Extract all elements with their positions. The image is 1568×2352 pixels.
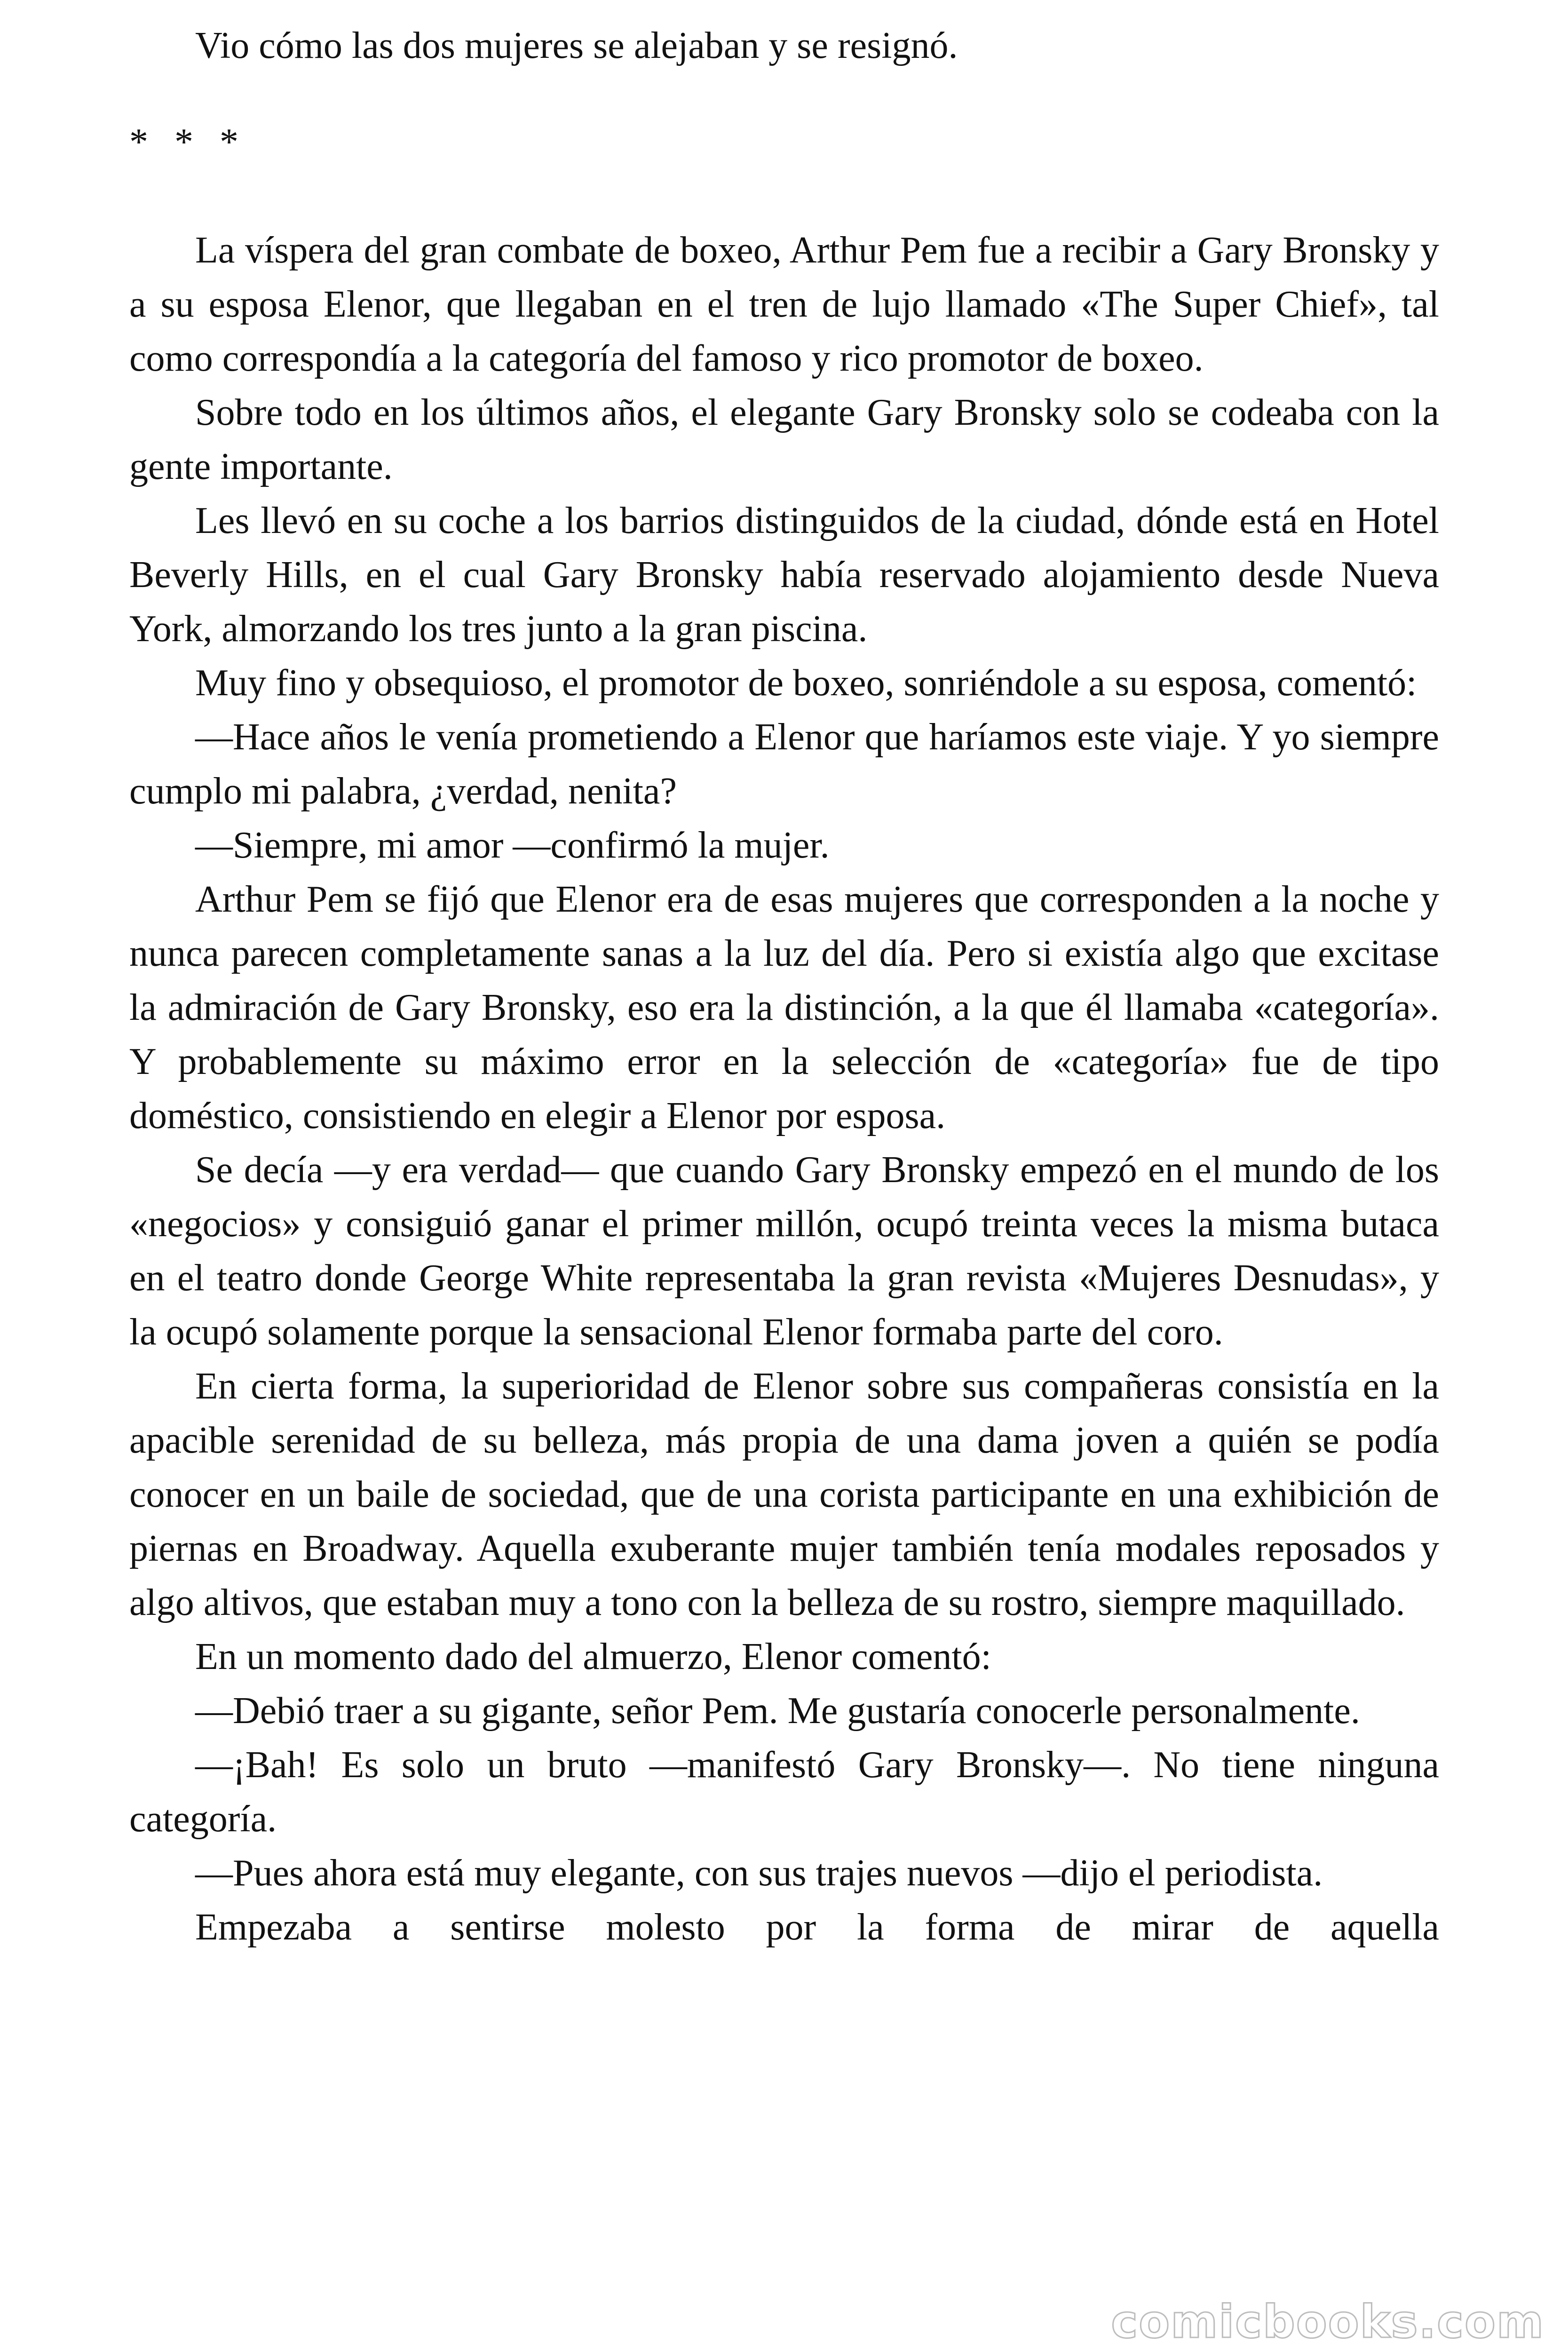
- paragraph-2: La víspera del gran combate de boxeo, Arthur Pem fue a recibir a Gary Bronsky y a su esposa Elenor, que llegaban en el tren de lujo llamado «The Super Chief», tal como correspondía a la categoría del famoso y rico promotor de boxeo.: [129, 230, 1439, 379]
- paragraph-1: Vio cómo las dos mujeres se alejaban y se resignó.: [195, 25, 958, 66]
- watermark: comicbooks.com: [1111, 2296, 1544, 2348]
- book-page: [129, 19, 1439, 1955]
- paragraph-9: Se decía —y era verdad— que cuando Gary Bronsky empezó en el mundo de los «negocios» y consiguió ganar el primer millón, ocupó treinta veces la misma butaca en el teatro donde George White representaba la gran revista «Mujeres Desnudas», y la ocupó solamente porque la sensacional Elenor formaba parte del coro.: [129, 1149, 1439, 1353]
- paragraph-12: —Debió traer a su gigante, señor Pem. Me gustaría conocerle personalmente.: [195, 1690, 1360, 1732]
- paragraph-3: Sobre todo en los últimos años, el elegante Gary Bronsky solo se codeaba con la gente importante.: [129, 392, 1439, 487]
- paragraph-14: —Pues ahora está muy elegante, con sus trajes nuevos —dijo el periodista.: [195, 1852, 1323, 1894]
- paragraph-6: —Hace años le venía prometiendo a Elenor que haríamos este viaje. Y yo siempre cumplo mi palabra, ¿verdad, nenita?: [129, 716, 1439, 812]
- paragraph-15: Empezaba a sentirse molesto por la forma de mirar de aquella: [195, 1907, 1439, 1948]
- paragraph-7: —Siempre, mi amor —confirmó la mujer.: [195, 825, 830, 866]
- section-separator: * * *: [129, 121, 247, 163]
- paragraph-4: Les llevó en su coche a los barrios distinguidos de la ciudad, dónde está en Hotel Beverly Hills, en el cual Gary Bronsky había reservado alojamiento desde Nueva York, almorzando los tres junto a la gran piscina.: [129, 500, 1439, 650]
- paragraph-11: En un momento dado del almuerzo, Elenor comentó:: [195, 1636, 991, 1677]
- paragraph-5: Muy fino y obsequioso, el promotor de boxeo, sonriéndole a su esposa, comentó:: [195, 662, 1417, 704]
- paragraph-10: En cierta forma, la superioridad de Elenor sobre sus compañeras consistía en la apacible serenidad de su belleza, más propia de una dama joven a quién se podía conocer en un baile de sociedad, que de una corista participante en una exhibición de piernas en Broadway. Aquella exuberante mujer también tenía modales reposados y algo altivos, que estaban muy a tono con la belleza de su rostro, siempre maquillado.: [129, 1366, 1439, 1623]
- paragraph-13: —¡Bah! Es solo un bruto —manifestó Gary Bronsky—. No tiene ninguna categoría.: [129, 1744, 1439, 1840]
- paragraph-8: Arthur Pem se fijó que Elenor era de esas mujeres que corresponden a la noche y nunca parecen completamente sanas a la luz del día. Pero si existía algo que excitase la admiración de Gary Bronsky, eso era la distinción, a la que él llamaba «categoría». Y probablemente su máximo error en la selección de «categoría» fue de tipo doméstico, consistiendo en elegir a Elenor por esposa.: [129, 879, 1439, 1136]
